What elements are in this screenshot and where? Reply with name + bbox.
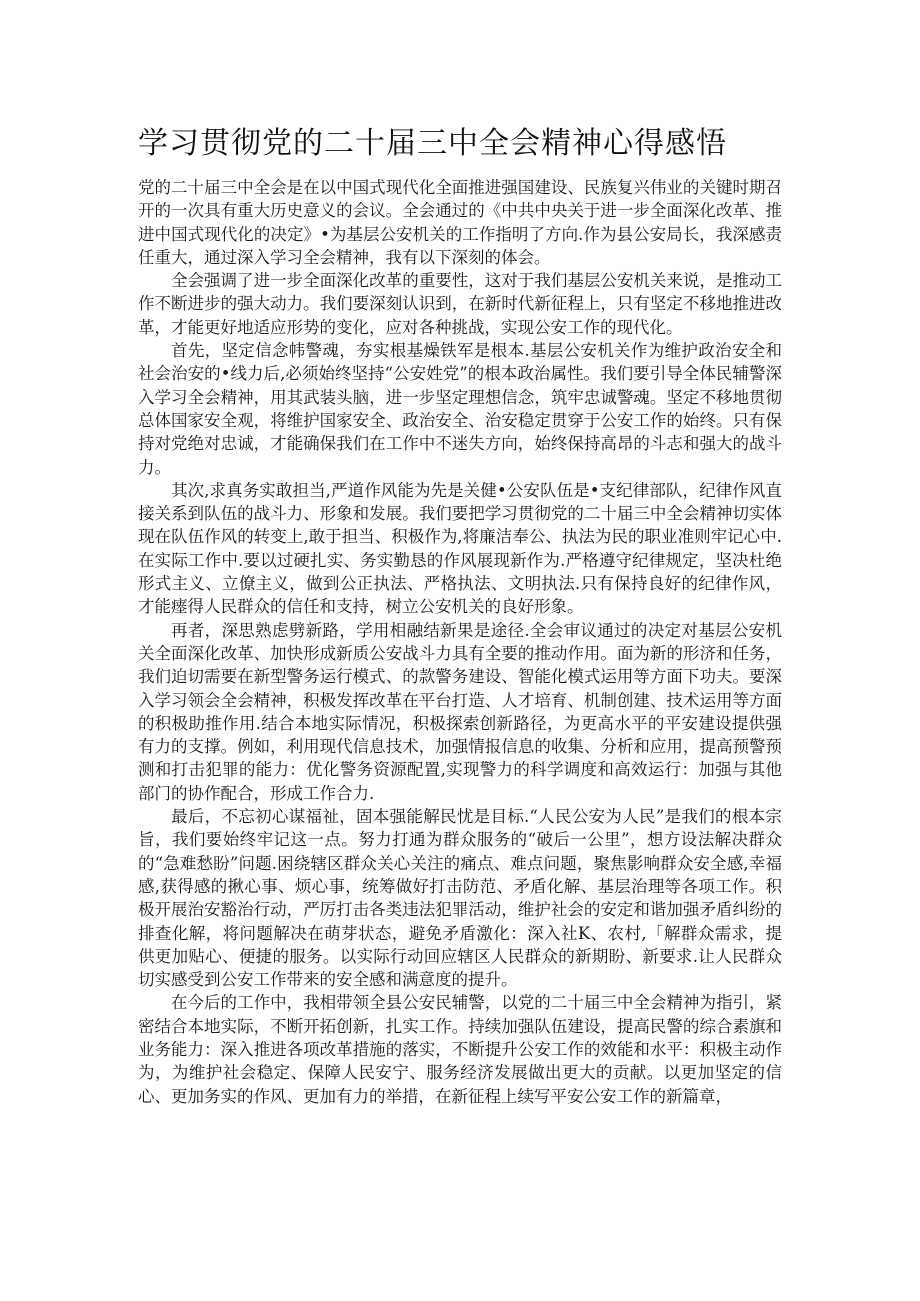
paragraph-5: 再者，深思熟虑劈新路，学用相融结新果是途径.全会审议通过的决定对基层公安机关全面深化改革、加快形成新质公安战斗力具有全要的推动作用。面为新的形济和任务，我们迫切需要在新型警务运行模式、的款警务建设、智能化模式运用等方面下功夫。要深入学习领会全会精神，积极发挥改革在平台打造、人才培育、机制创建、技术运用等方面的积极助推作用.结合本地实际情况，积极探索创新路径，为更高水平的平安建设提供强有力的支撑。例如，利用现代信息技术，加强情报信息的收集、分析和应用，提高预警预测和打击犯罪的能力：优化警务资源配置,实现警力的科学调度和高效运行：加强与其他部门的协作配合，形成工作合力. <box>138 620 782 803</box>
paragraph-3: 首先，坚定信念帏警魂，夯实根基燥铁军是根本.基层公安机关作为维护政治安全和社会治安的•线力后,必须始终坚持“公安姓党”的根本政治属性。我们要引导全体民辅警深入学习全会精神，用其武装头脑，进一步坚定理想信念，筑牢忠诚警魂。坚定不移地贯彻总体国家安全观，将维护国家安全、政治安全、治安稳定贯穿于公安工作的始终。只有保持对党绝对忠诚，才能确保我们在工作中不迷失方向，始终保持高昂的斗志和强大的战斗力。 <box>138 341 782 477</box>
document-body <box>138 176 782 1108</box>
paragraph-6: 最后，不忘初心谋福祉，固本强能解民忧是目标.“人民公安为人民”是我们的根本宗旨，我们要始终牢记这一点。努力打通为群众服务的“破后一公里”，想方设法解决群众的“急难愁盼”问题.困绕辖区群众关心关注的痛点、难点问题，聚焦影响群众安全感,幸福感,获得感的揪心事、烦心事，统筹做好打击防范、矛盾化解、基层治理等各项工作。积极开展治安豁治行动，严厉打击各类违法犯罪活动，维护社会的安定和谐加强矛盾纠纷的排查化解，将问题解决在萌芽状态，避免矛盾激化：深入社Κ、农村,「解群众需求，提供更加贴心、便捷的服务。以实际行动回应辖区人民群众的新期盼、新要求.让人民群众切实感受到公安工作带来的安全感和满意度的提升。 <box>138 807 782 990</box>
paragraph-1: 党的二十届三中全会是在以中国式现代化全面推进强国建设、民族复兴伟业的关键时期召开的一次具有重大历史意义的会议。全会通过的《中共中央关于进一步全面深化改革、推进中国式现代化的决定》•为基层公安机关的工作指明了方向.作为县公安局长，我深感责任重大，通过深入学习全会精神，我有以下深刻的体会。 <box>138 178 782 267</box>
paragraph-2: 全会强调了进一步全面深化改革的重要性，这对于我们基层公安机关来说，是推动工作不断进步的强大动力。我们要深刻认识到，在新时代新征程上，只有坚定不移地推进改革，才能更好地适应形势的变化，应对各种挑战，实现公安工作的现代化。 <box>138 271 782 337</box>
document-title: 学习贯彻党的二十届三中全会精神心得感悟 <box>138 126 727 161</box>
paragraph-4: 其次,求真务实敢担当,严道作风能为先是关健•公安队伍是•支纪律部队，纪律作风直接关系到队伍的战斗力、形象和发展。我们要把学习贯彻党的二十届三中全会精神切实体现在队伍作风的转变上,敢于担当、积极作为,将廉洁奉公、执法为民的职业准则牢记心中.在实际工作中.要以过硬扎实、务实勤恳的作风展现新作为.严格遵守纪律规定，坚决杜绝形式主义、立僚主义，做到公正执法、严格执法、文明执法.只有保持良好的纪律作风，才能瘗得人民群众的信任和支持，树立公安机关的良好形象。 <box>138 480 782 617</box>
paragraph-7: 在今后的工作中，我相带领全县公安民辅警，以党的二十届三中全会精神为指引，紧密结合本地实际，不断开拓创新，扎实工作。持续加强队伍建设，提高民警的综合素旗和业务能力：深入推进各项改革措施的落实，不断提升公安工作的效能和水平：积极主动作为，为维护社会稳定、保障人民安宁、服务经济发展做出更大的贡献。以更加坚定的信心、更加务实的作风、更加有力的举措，在新征程上续写平安公安工作的新篇章， <box>138 993 782 1106</box>
